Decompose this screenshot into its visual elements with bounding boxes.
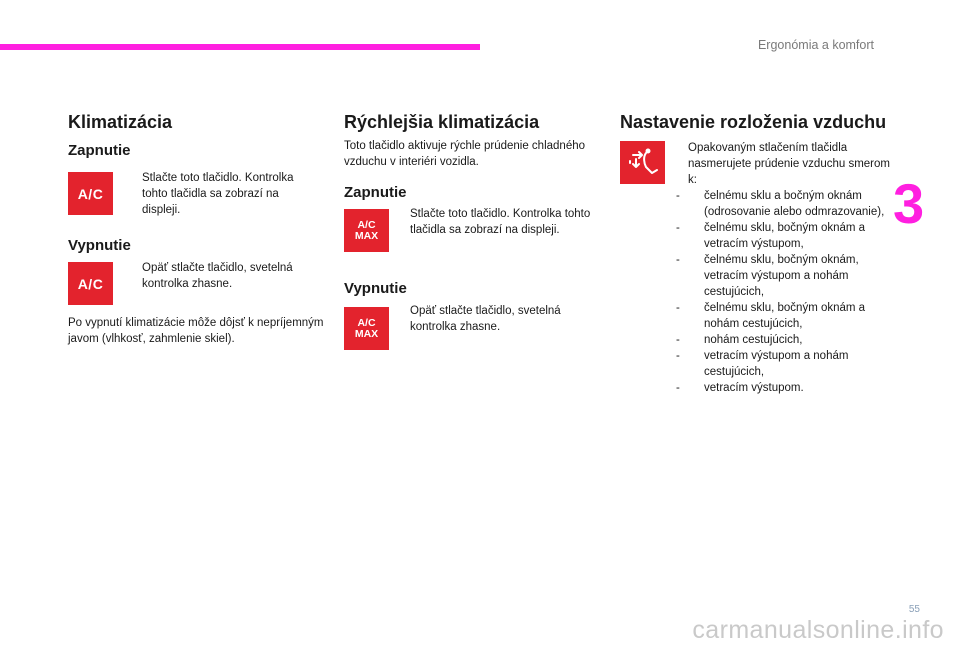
chapter-number: 3 [893, 172, 925, 235]
ac-max-button-icon: A/C MAX [344, 209, 389, 252]
list-item-text: čelnému sklu a bočným oknám (odrosovanie alebo odmrazovanie), [704, 190, 885, 218]
dash-marker: - [676, 350, 680, 362]
list-item [672, 348, 890, 380]
watermark: carmanualsonline.info [692, 616, 944, 644]
list-item-text: čelnému sklu, bočným oknám, vetracím výstupom a nohám cestujúcich, [704, 254, 859, 298]
rychlejsia-off-heading: Vypnutie [344, 280, 407, 297]
list-item [672, 380, 890, 396]
list-item [672, 188, 890, 220]
list-item [672, 332, 890, 348]
klimatizacia-on-heading: Zapnutie [68, 142, 131, 159]
list-item [672, 300, 890, 332]
bullet-icon [130, 170, 142, 218]
distribution-list [672, 188, 890, 396]
rychlejsia-on-heading: Zapnutie [344, 184, 407, 201]
list-item [672, 220, 890, 252]
air-distribution-icon [626, 147, 660, 179]
rozlozenie-step: Opakovaným stlačením tlačidla nasmerujete prúdenie vzduchu smerom k: [676, 140, 890, 188]
klimatizacia-on-step: Stlačte toto tlačidlo. Kontrolka tohto tlačidla sa zobrazí na displeji. [130, 170, 320, 218]
rozlozenie-title: Nastavenie rozloženia vzduchu [620, 112, 887, 132]
list-item [672, 252, 890, 300]
bullet-icon [676, 140, 688, 188]
list-item-text: čelnému sklu, bočným oknám a nohám cestujúcich, [704, 302, 866, 330]
list-item-text: vetracím výstupom a nohám cestujúcich, [704, 350, 849, 378]
dash-marker: - [676, 334, 680, 346]
list-item-text: nohám cestujúcich, [704, 334, 803, 346]
dash-marker: - [676, 382, 680, 394]
air-distribution-icon [620, 141, 665, 184]
klimatizacia-note: Po vypnutí klimatizácie môže dôjsť k nepríjemným javom (vlhkosť, zahmlenie skiel). [68, 317, 324, 345]
dash-marker: - [676, 222, 680, 234]
dash-marker: - [676, 302, 680, 314]
list-item-text: čelnému sklu, bočným oknám a vetracím výstupom, [704, 222, 866, 250]
ac-max-button-icon: A/C MAX [344, 307, 389, 350]
page-number: 55 [908, 604, 920, 615]
rychlejsia-intro: Toto tlačidlo aktivuje rýchle prúdenie chladného vzduchu v interiéri vozidla. [344, 140, 586, 168]
klimatizacia-title: Klimatizácia [68, 112, 173, 132]
rychlejsia-on-step: Stlačte toto tlačidlo. Kontrolka tohto tlačidla sa zobrazí na displeji. [398, 206, 598, 238]
top-accent-bar [0, 44, 480, 50]
rychlejsia-title: Rýchlejšia klimatizácia [344, 112, 540, 132]
dash-marker: - [676, 190, 680, 202]
list-item-text: vetracím výstupom. [704, 382, 804, 394]
rychlejsia-off-step: Opäť stlačte tlačidlo, svetelná kontrolka zhasne. [398, 303, 598, 335]
section-header: Ergonómia a komfort [757, 38, 874, 52]
bullet-icon [398, 206, 410, 238]
ac-button-icon: A/C [68, 172, 113, 215]
klimatizacia-off-heading: Vypnutie [68, 237, 131, 254]
dash-marker: - [676, 254, 680, 266]
bullet-icon [398, 303, 410, 335]
ac-button-icon: A/C [68, 262, 113, 305]
klimatizacia-off-step: Opäť stlačte tlačidlo, svetelná kontrolka zhasne. [130, 260, 320, 292]
bullet-icon [130, 260, 142, 292]
